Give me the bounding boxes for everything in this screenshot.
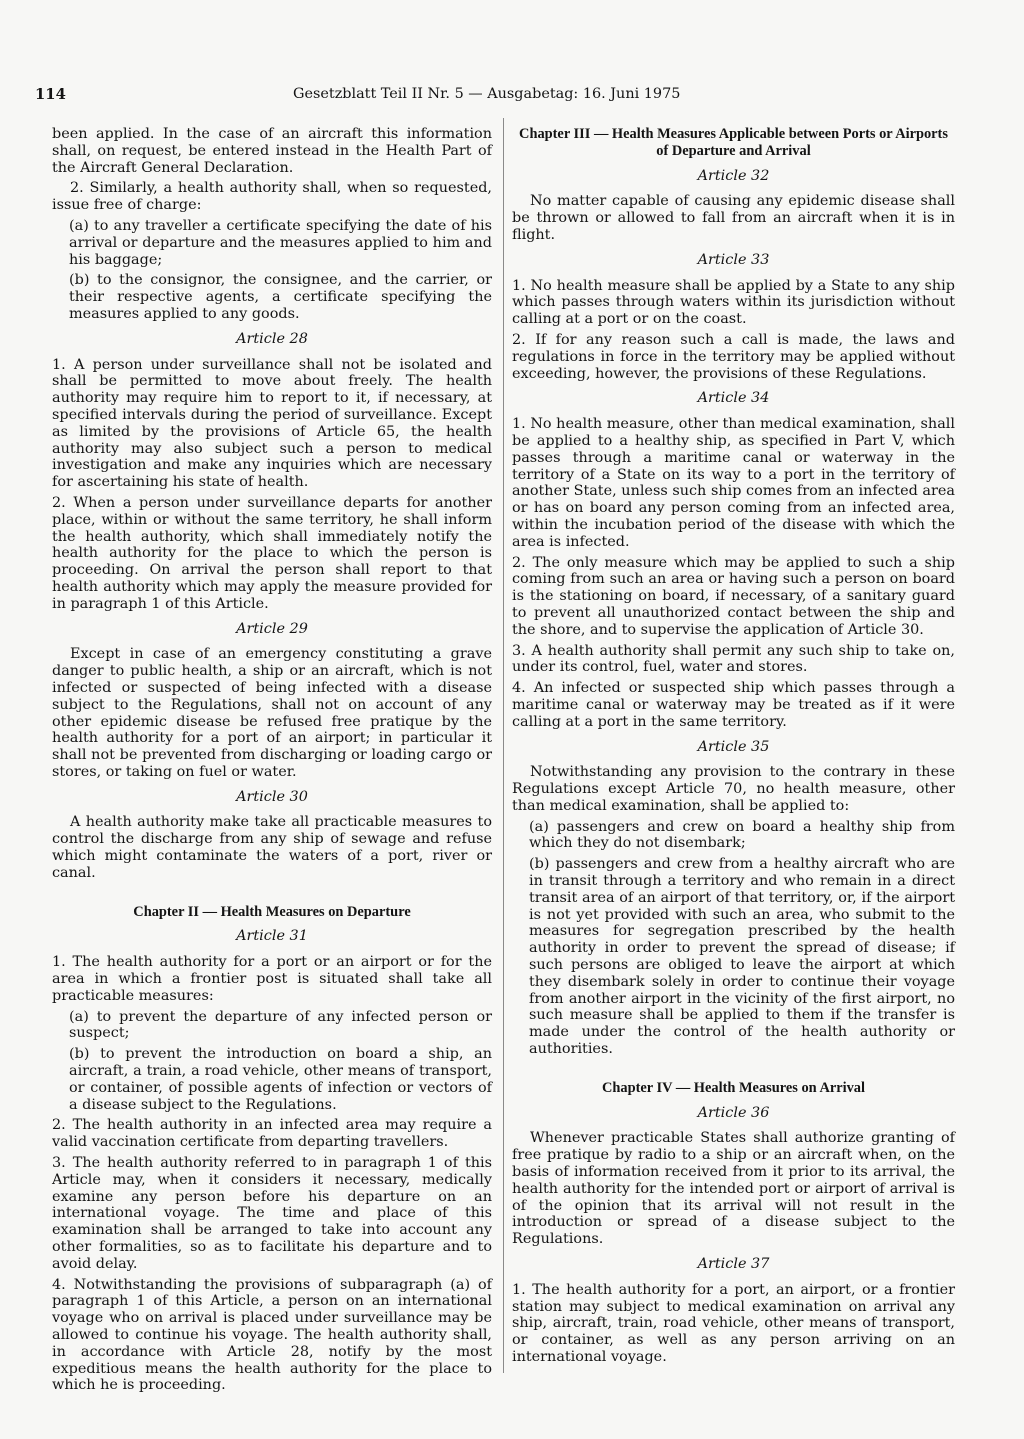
paragraph: No matter capable of causing any epidemic disease shall be thrown or allowed to fall from an aircraft when it is in flight. [512,193,955,243]
paragraph: 2. The only measure which may be applied to such a ship coming from such an area or having such a person on board is the stationing on board, if necessary, of a sanitary guard to prevent all unauthorized contact between the ship and the shore, and to supervise the application of Article 30. [512,554,955,638]
page-number: 114 [35,86,66,103]
paragraph: Notwithstanding any provision to the contrary in these Regulations except Article 70, no health measure, other than medical examination, shall be applied to: [512,764,955,814]
subparagraph: (a) to any traveller a certificate specifying the date of his arrival or departure and the measures applied to him and his baggage; [69,217,492,268]
paragraph: been applied. In the case of an aircraft this information shall, on request, be entered instead in the Health Part of the Aircraft General Declaration. [52,126,492,176]
article-heading: Article 36 [697,1104,770,1121]
subparagraph: (b) passengers and crew from a healthy aircraft who are in transit through a territory and who remain in a direct transit area of an airport of that territory, or, if the airport is not yet provided with such an area, who submit to the measures for segregation prescribed by the health authority in order to prevent the spread of disease; if such persons are obliged to leave the airport at which they disembark solely in order to continue their voyage from another airport in the vicinity of the first airport, no such measure shall be applied to them if the transfer is made under the control of the health authority or authorities. [529,856,955,1058]
gazette-title: Gesetzblatt Teil II Nr. 5 — Ausgabetag: 16. Juni 1975 [293,86,681,102]
article-heading: Article 33 [697,251,770,268]
subparagraph: (b) to the consignor, the consignee, and the carrier, or their respective agents, a certificate specifying the measures applied to any goods. [69,272,492,322]
article-heading: Article 35 [697,738,770,755]
paragraph: 1. A person under surveillance shall not be isolated and shall be permitted to move about freely. The health authority may require him to report to it, if necessary, at specified intervals during the period of surveillance. Except as limited by the provisions of Article 65, the health authority may also subject such a person to medical investigation and make any inquiries which are necessary for ascertaining his state of health. [52,356,492,491]
paragraph: 2. When a person under surveillance departs for another place, within or without the same territory, he shall inform the health authority, which shall immediately notify the health authority for the place to which the person is proceeding. On arrival the person shall report to that health authority which may apply the measure provided for in paragraph 1 of this Article. [52,494,492,612]
chapter-heading: Chapter IV — Health Measures on Arrival [601,1079,866,1096]
paragraph: Except in case of an emergency constituting a grave danger to public health, a ship or an aircraft, which is not infected or suspected of being infected with a disease subject to the Regulations, shall not on account of any other epidemic disease be refused free pratique by the health authority for a port of an airport; in particular it shall not be prevented from discharging or loading cargo or stores, or taking on fuel or water. [52,646,492,780]
article-heading: Article 31 [236,928,308,945]
paragraph: 2. The health authority in an infected area may require a valid vaccination certificate from departing travellers. [52,1117,492,1151]
article-heading: Article 34 [697,390,770,407]
left-column [52,126,492,1398]
article-heading: Article 37 [697,1256,770,1273]
paragraph: 1. No health measure shall be applied by a State to any ship which passes through waters within its jurisdiction without calling at a port or on the coast. [512,277,955,328]
paragraph: Whenever practicable States shall authorize granting of free pratique by radio to a ship or an aircraft when, on the basis of information received from it prior to its arrival, the health authority for the intended port or airport of arrival is of the opinion that its arrival will not result in the introduction or spread of a disease subject to the Regulations. [512,1130,955,1248]
paragraph: 1. No health measure, other than medical examination, shall be applied to a healthy ship, as specified in Part V, which passes through a maritime canal or waterway in the territory of a State on its way to a port in the territory of another State, unless such ship comes from an infected area or has on board any person coming from an infected area, within the incubation period of the disease with which the area is infected. [512,416,955,550]
column-divider [503,118,504,1373]
chapter-heading: Chapter III — Health Measures Applicable between Ports or Airports of Departure and Arrival [519,126,948,159]
article-heading: Article 28 [236,330,308,347]
article-heading: Article 32 [697,167,770,184]
paragraph: 3. A health authority shall permit any such ship to take on, under its control, fuel, water and stores. [512,642,955,676]
paragraph: A health authority make take all practicable measures to control the discharge from any ship of sewage and refuse which might contaminate the waters of a port, river or canal. [52,814,492,881]
subparagraph: (b) to prevent the introduction on board a ship, an aircraft, a train, a road vehicle, other means of transport, or container, of possible agents of infection or vectors of a disease subject to the Regulations. [69,1046,492,1113]
right-column [512,126,955,1370]
paragraph: 2. Similarly, a health authority shall, when so requested, issue free of charge: [52,180,492,214]
subparagraph: (a) to prevent the departure of any infected person or suspect; [69,1008,492,1042]
paragraph: 2. If for any reason such a call is made, the laws and regulations in force in the territory may be applied without exceeding, however, the provisions of these Regulations. [512,331,955,382]
paragraph: 4. Notwithstanding the provisions of subparagraph (a) of paragraph 1 of this Article, a person on an international voyage who on arrival is placed under surveillance may be allowed to continue his voyage. The health authority shall, in accordance with Article 28, notify by the most expeditious means the health authority for the place to which he is proceeding. [52,1276,492,1394]
subparagraph: (a) passengers and crew on board a healthy ship from which they do not disembark; [529,818,955,852]
chapter-heading: Chapter II — Health Measures on Departure [133,903,411,920]
article-heading: Article 30 [236,788,308,805]
paragraph: 1. The health authority for a port or an airport or for the area in which a frontier post is situated shall take all practicable measures: [52,954,492,1004]
paragraph: 3. The health authority referred to in paragraph 1 of this Article may, when it considers it necessary, medically examine any person before his departure on an international voyage. The time and place of this examination shall be arranged to take into account any other formalities, so as to facilitate his departure and to avoid delay. [52,1155,492,1272]
paragraph: 4. An infected or suspected ship which passes through a maritime canal or waterway may be treated as if it were calling at a port in the same territory. [512,680,955,730]
paragraph: 1. The health authority for a port, an airport, or a frontier station may subject to medical examination on arrival any ship, aircraft, train, road vehicle, other means of transport, or container, as well as any person arriving on an international voyage. [512,1281,955,1365]
article-heading: Article 29 [236,620,308,637]
